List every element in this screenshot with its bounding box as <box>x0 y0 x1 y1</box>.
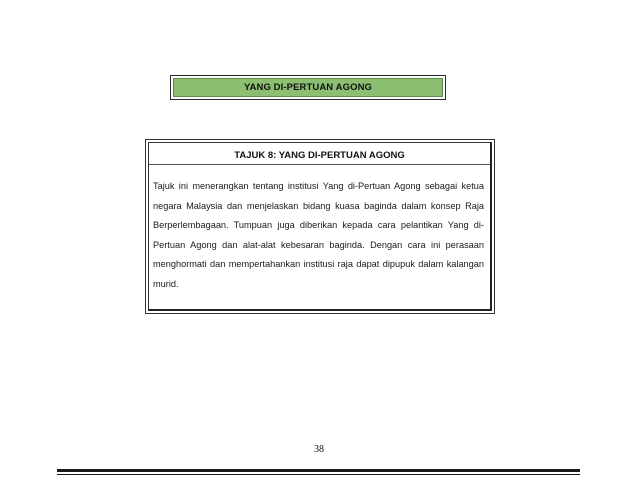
footer-rule-thin <box>57 474 580 475</box>
topic-description: Tajuk ini menerangkan tentang institusi Yang di-Pertuan Agong sebagai ketua negara Malaysia dan menjelaskan bidang kuasa baginda dalam konsep Raja Berperlembagaan. Tumpuan juga diberikan kepada cara pelantikan Yang di-Pertuan Agong dan alat-alat kebesaran baginda. Dengan cara ini perasaan menghormati dan mempertahankan institusi raja dapat dipupuk dalam kalangan murid. <box>153 181 484 289</box>
title-banner-text: YANG DI-PERTUAN AGONG <box>173 78 443 97</box>
topic-box-frame <box>148 142 492 311</box>
footer-rule-thick <box>57 469 580 472</box>
topic-heading: TAJUK 8: YANG DI-PERTUAN AGONG <box>149 146 490 165</box>
page-number: 38 <box>314 444 324 455</box>
title-banner <box>170 75 446 100</box>
topic-box <box>145 139 495 314</box>
